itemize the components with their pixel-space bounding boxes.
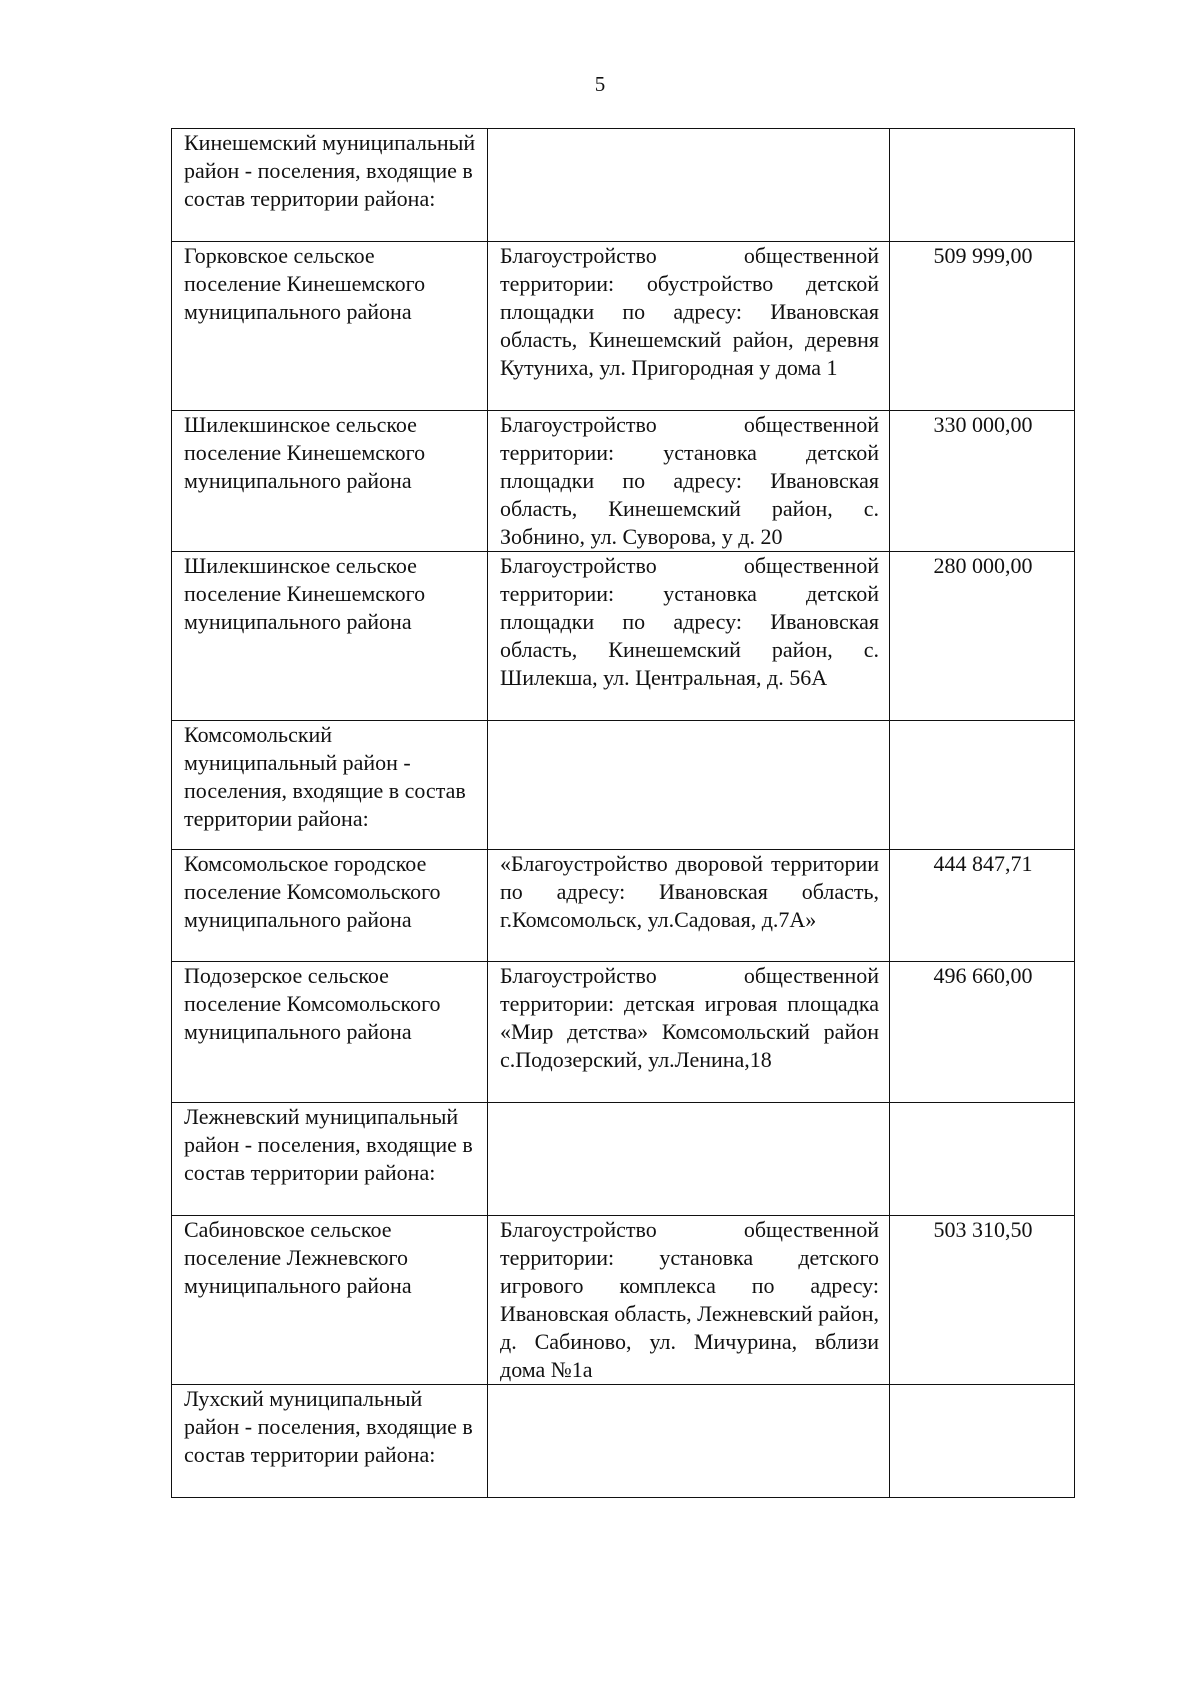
amount-cell: 330 000,00 (890, 411, 1075, 552)
project-description-cell: «Благоустройство дворовой территории по адресу: Ивановская область, г.Комсомольск, ул.Садовая, д.7А» (488, 850, 890, 962)
amount-cell (890, 1385, 1075, 1498)
table-row (172, 552, 1075, 721)
table-row (172, 129, 1075, 242)
project-description-cell (488, 129, 890, 242)
settlement-name-cell: Лухский муниципальный район - поселения, входящие в состав территории района: (172, 1385, 488, 1498)
project-description-cell (488, 721, 890, 850)
amount-cell (890, 721, 1075, 850)
table-row (172, 721, 1075, 850)
table-row (172, 411, 1075, 552)
amount-cell: 509 999,00 (890, 242, 1075, 411)
settlement-name-cell: Подозерское сельское поселение Комсомольского муниципального района (172, 962, 488, 1103)
table-row (172, 1216, 1075, 1385)
project-description-cell: Благоустройство общественной территории: установка детской площадки по адресу: Ивановская область, Кинешемский район, с. Зобнино, ул. Суворова, у д. 20 (488, 411, 890, 552)
amount-cell: 444 847,71 (890, 850, 1075, 962)
amount-cell: 503 310,50 (890, 1216, 1075, 1385)
table-row (172, 1103, 1075, 1216)
amount-cell: 280 000,00 (890, 552, 1075, 721)
project-description-cell: Благоустройство общественной территории: обустройство детской площадки по адресу: Ивановская область, Кинешемский район, деревня Кутуниха, ул. Пригородная у дома 1 (488, 242, 890, 411)
project-description-cell: Благоустройство общественной территории: установка детского игрового комплекса по адресу: Ивановская область, Лежневский район, д. Сабиново, ул. Мичурина, вблизи дома №1а (488, 1216, 890, 1385)
page-number: 5 (594, 72, 606, 96)
project-description-cell (488, 1385, 890, 1498)
table-row (172, 242, 1075, 411)
table-row (172, 962, 1075, 1103)
settlement-name-cell: Сабиновское сельское поселение Лежневского муниципального района (172, 1216, 488, 1385)
settlement-name-cell: Горковское сельское поселение Кинешемского муниципального района (172, 242, 488, 411)
amount-cell (890, 129, 1075, 242)
settlement-name-cell: Комсомольский муниципальный район - поселения, входящие в состав территории района: (172, 721, 488, 850)
settlement-name-cell: Шилекшинское сельское поселение Кинешемского муниципального района (172, 552, 488, 721)
settlement-name-cell: Шилекшинское сельское поселение Кинешемского муниципального района (172, 411, 488, 552)
amount-cell (890, 1103, 1075, 1216)
settlement-name-cell: Кинешемский муниципальный район - поселения, входящие в состав территории района: (172, 129, 488, 242)
table-row (172, 850, 1075, 962)
project-description-cell: Благоустройство общественной территории: установка детской площадки по адресу: Ивановская область, Кинешемский район, с. Шилекша, ул. Центральная, д. 56А (488, 552, 890, 721)
settlement-name-cell: Лежневский муниципальный район - поселения, входящие в состав территории района: (172, 1103, 488, 1216)
project-description-cell: Благоустройство общественной территории: детская игровая площадка «Мир детства» Комсомольский район с.Подозерский, ул.Ленина,18 (488, 962, 890, 1103)
settlement-name-cell: Комсомольское городское поселение Комсомольского муниципального района (172, 850, 488, 962)
table-row (172, 1385, 1075, 1498)
project-description-cell (488, 1103, 890, 1216)
subsidy-table (171, 128, 1075, 1498)
amount-cell: 496 660,00 (890, 962, 1075, 1103)
